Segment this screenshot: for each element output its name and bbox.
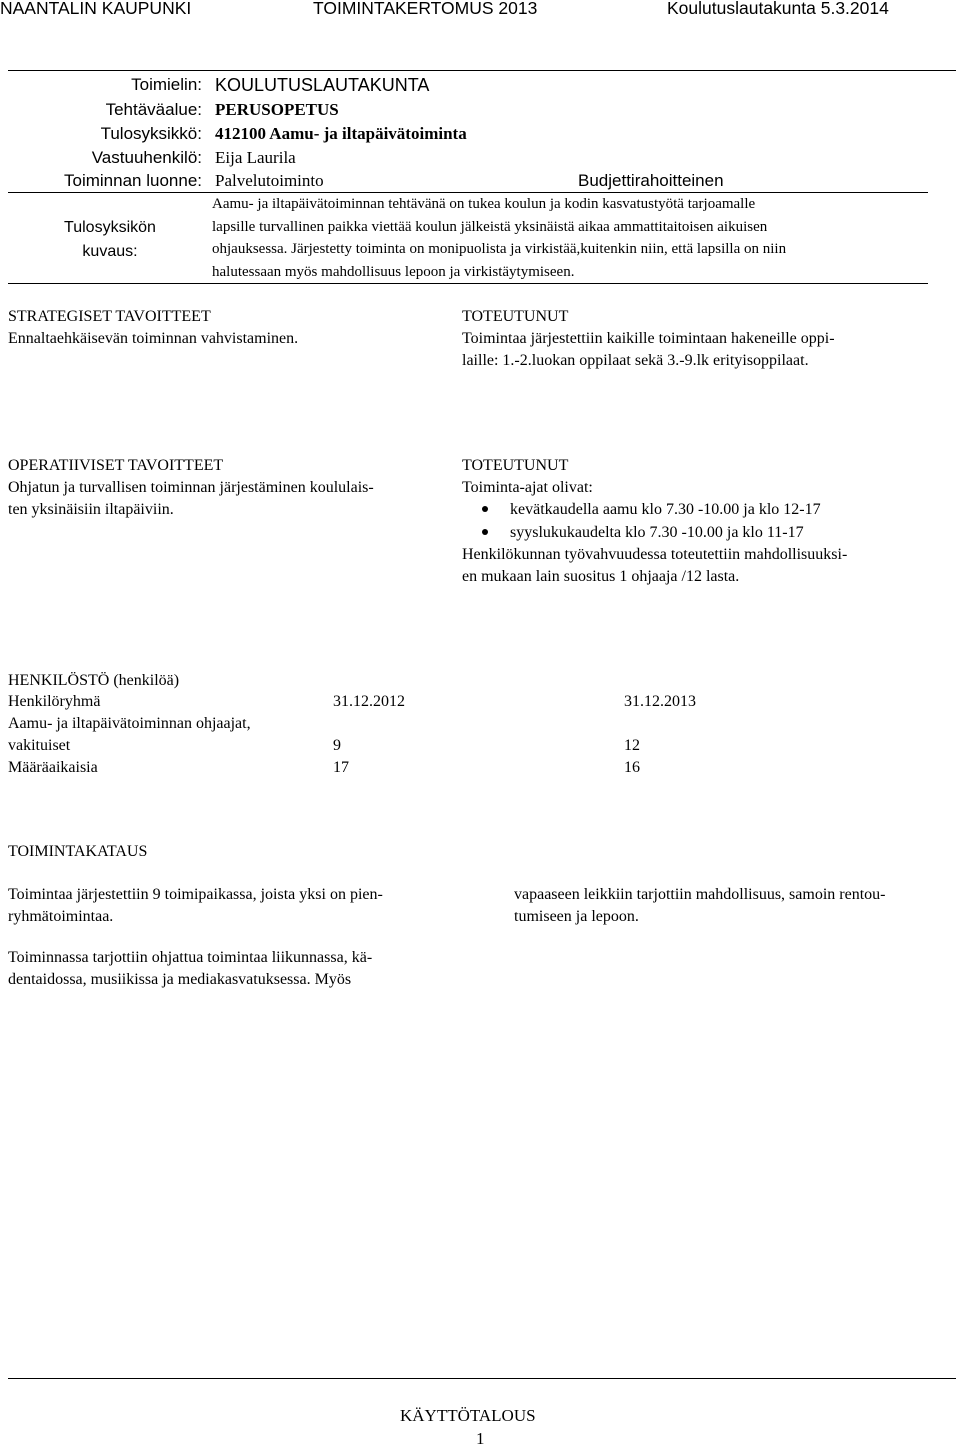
toimielin-value: KOULUTUSLAUTAKUNTA [215,75,430,95]
staff-row2-2012: 17 [333,759,349,776]
operative-line: Ohjatun ja turvallisen toiminnan järjestäminen koululais- [8,479,374,496]
staff-row1-2012: 9 [333,737,341,754]
strategic-done-line: Toimintaa järjestettiin kaikille toimintaan hakeneille oppi- [462,330,835,347]
strategic-done-title: TOTEUTUNUT [462,308,569,325]
kuvaus-text [212,193,932,283]
activity-title: TOIMINTAKATAUS [8,843,148,860]
activity-right-p1: tumiseen ja lepoon. [514,908,639,925]
staff-title: HENKILÖSTÖ (henkilöä) [8,672,180,689]
staff-row1-label: vakituiset [8,737,71,754]
strategic-title: STRATEGISET TAVOITTEET [8,308,211,325]
vastuuhenkilo-value: Eija Laurila [215,148,296,167]
activity-left-p1: Toimintaa järjestettiin 9 toimipaikassa, joista yksi on pien- [8,886,383,903]
activity-left-p2: Toiminnassa tarjottiin ohjattua toimintaa liikunnassa, kä- [8,949,373,966]
luonne-label: Toiminnan luonne: [64,171,202,190]
bullet-icon [482,506,488,512]
kuvaus-line: halutessaan myös mahdollisuus lepoon ja virkistäytymiseen. [212,263,575,280]
activity-right-p1: vapaaseen leikkiin tarjottiin mahdollisuus, samoin rentou- [514,886,886,903]
operative-bullet: syyslukukaudelta klo 7.30 -10.00 ja klo 11-17 [510,524,804,541]
toimielin-label: Toimielin: [131,75,202,94]
staff-row2-2013: 16 [624,759,640,776]
activity-left-p1: ryhmätoimintaa. [8,908,114,925]
operative-title: OPERATIIVISET TAVOITTEET [8,457,224,474]
operative-done-after: Henkilökunnan työvahvuudessa toteutettiin mahdollisuuksi- [462,546,848,563]
vastuuhenkilo-label: Vastuuhenkilö: [91,148,202,167]
bullet-icon [482,529,488,535]
kuvaus-line: Aamu- ja iltapäivätoiminnan tehtävänä on tukea koulun ja kodin kasvatustyötä tarjoamalle [212,196,756,212]
strategic-text: Ennaltaehkäisevän toiminnan vahvistaminen. [8,330,299,347]
activity-left-p2: dentaidossa, musiikissa ja mediakasvatuksessa. Myös [8,971,352,988]
luonne-value: Palvelutoiminto [215,171,324,190]
kuvaus-label-2: kuvaus: [82,243,138,260]
operative-done-after: en mukaan lain suositus 1 ohjaaja /12 lasta. [462,568,740,585]
staff-col-2013: 31.12.2013 [624,693,696,710]
footer-section: KÄYTTÖTALOUS [400,1406,536,1425]
staff-row2-label: Määräaikaisia [8,759,98,776]
header-city: NAANTALIN KAUPUNKI [0,0,192,18]
tulosyksikko-label: Tulosyksikkö: [100,124,202,143]
operative-line: ten yksinäisiin iltapäiviin. [8,501,174,518]
operative-bullet: kevätkaudella aamu klo 7.30 -10.00 ja klo 12-17 [510,501,821,518]
staff-col-2012: 31.12.2012 [333,693,405,710]
header-report: TOIMINTAKERTOMUS 2013 [313,0,538,18]
kuvaus-line: ohjauksessa. Järjestetty toiminta on monipuolista ja virkistää,kuitenkin niin, että lapsilla on niin [212,241,787,257]
operative-done-intro: Toiminta-ajat olivat: [462,479,593,496]
page-number: 1 [476,1429,485,1448]
luonne-extra: Budjettirahoitteinen [578,171,724,190]
operative-done-title: TOTEUTUNUT [462,457,569,474]
kuvaus-line: lapsille turvallinen paikka viettää koulun jälkeistä yksinäistä aikaa ammattitaitoisen aikuisen [212,218,768,235]
kuvaus-label-1: Tulosyksikön [64,219,156,236]
info-top-rule [8,70,956,71]
footer-rule [8,1378,956,1379]
header-board-date: Koulutuslautakunta 5.3.2014 [667,0,889,18]
tulosyksikko-value: 412100 Aamu- ja iltapäivätoiminta [215,124,467,143]
info-bottom-rule [8,283,928,284]
tehtavaalue-value: PERUSOPETUS [215,100,339,119]
tehtavaalue-label: Tehtäväalue: [105,100,202,119]
staff-row1-label: Aamu- ja iltapäivätoiminnan ohjaajat, [8,715,251,732]
strategic-done-line: laille: 1.-2.luokan oppilaat sekä 3.-9.lk erityisoppilaat. [462,352,809,369]
staff-col-group: Henkilöryhmä [8,693,101,710]
staff-row1-2013: 12 [624,737,640,754]
